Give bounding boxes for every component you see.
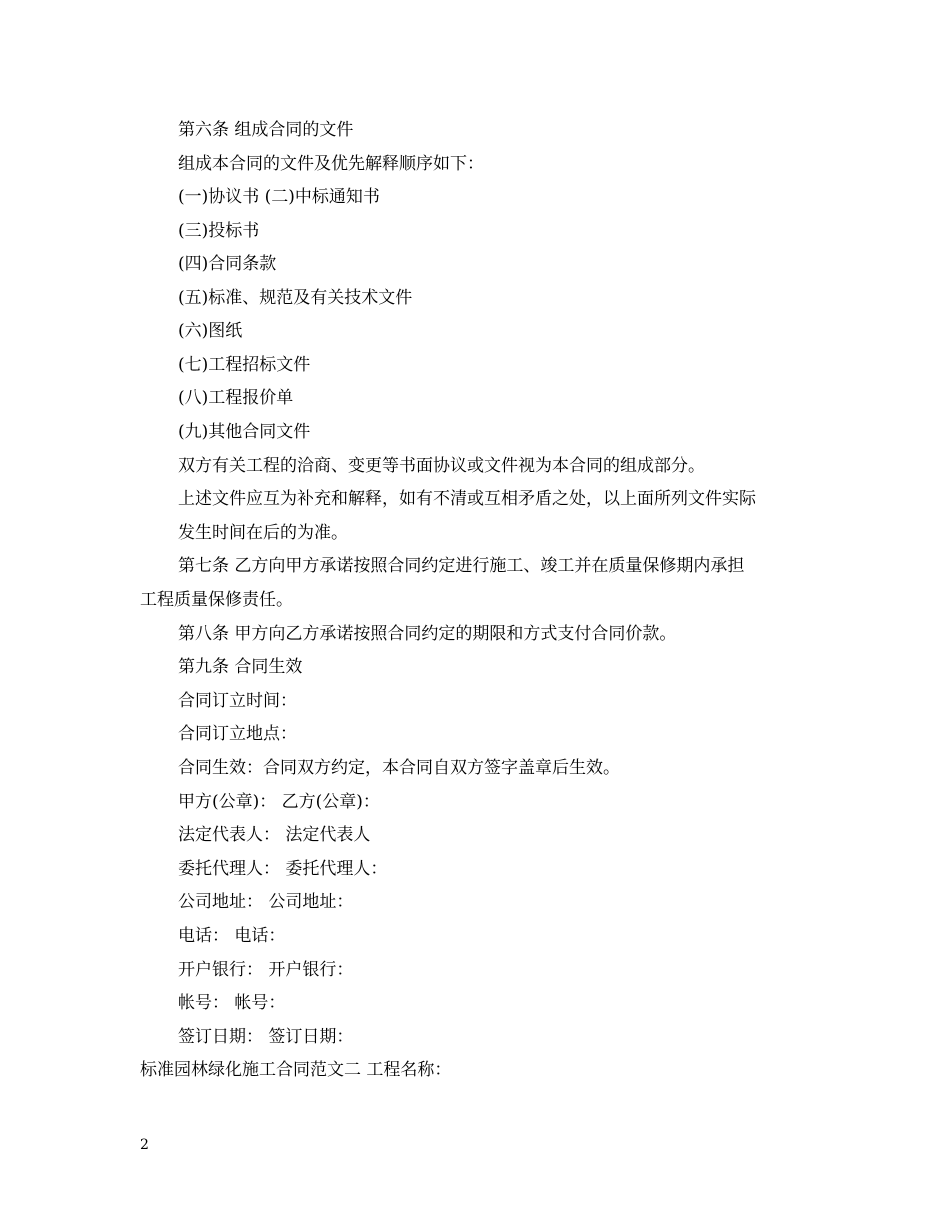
paragraph-interpretation: 上述文件应互为补充和解释，如有不清或互相矛盾之处，以上面所列文件实际 [178,489,756,509]
authorized-agents: 委托代理人： 委托代理人： [178,859,388,879]
contract-effective: 合同生效：合同双方约定，本合同自双方签字盖章后生效。 [178,758,620,778]
list-item-4: (四)合同条款 [178,254,277,274]
list-item-7: (七)工程招标文件 [178,355,311,375]
list-item-9: (九)其他合同文件 [178,422,311,442]
document-order-intro: 组成本合同的文件及优先解释顺序如下： [178,154,484,174]
paragraph-amendments: 双方有关工程的洽商、变更等书面协议或文件视为本合同的组成部分。 [178,456,705,476]
contract-signing-place: 合同订立地点： [178,724,297,744]
paragraph-interpretation-cont: 发生时间在后的为准。 [178,523,348,543]
party-seals: 甲方(公章)： 乙方(公章)： [178,792,380,812]
article-7-cont: 工程质量保修责任。 [140,590,293,610]
signing-dates: 签订日期： 签订日期： [178,1027,354,1047]
list-item-1-2: (一)协议书 (二)中标通知书 [178,187,380,207]
list-item-8: (八)工程报价单 [178,388,294,408]
legal-representatives: 法定代表人： 法定代表人 [178,825,371,845]
next-contract-title: 标准园林绿化施工合同范文二 工程名称： [140,1060,452,1080]
phones: 电话： 电话： [178,926,286,946]
banks: 开户银行： 开户银行： [178,960,354,980]
article-7: 第七条 乙方向甲方承诺按照合同约定进行施工、竣工并在质量保修期内承担 [178,556,745,576]
article-9-heading: 第九条 合同生效 [178,657,303,677]
account-numbers: 帐号： 帐号： [178,993,286,1013]
contract-signing-time: 合同订立时间： [178,691,297,711]
list-item-3: (三)投标书 [178,221,260,241]
list-item-6: (六)图纸 [178,321,243,341]
article-6-heading: 第六条 组成合同的文件 [178,120,354,140]
list-item-5: (五)标准、规范及有关技术文件 [178,288,413,308]
company-addresses: 公司地址： 公司地址： [178,892,354,912]
article-8: 第八条 甲方向乙方承诺按照合同约定的期限和方式支付合同价款。 [178,624,677,644]
page-number: 2 [140,1137,149,1153]
